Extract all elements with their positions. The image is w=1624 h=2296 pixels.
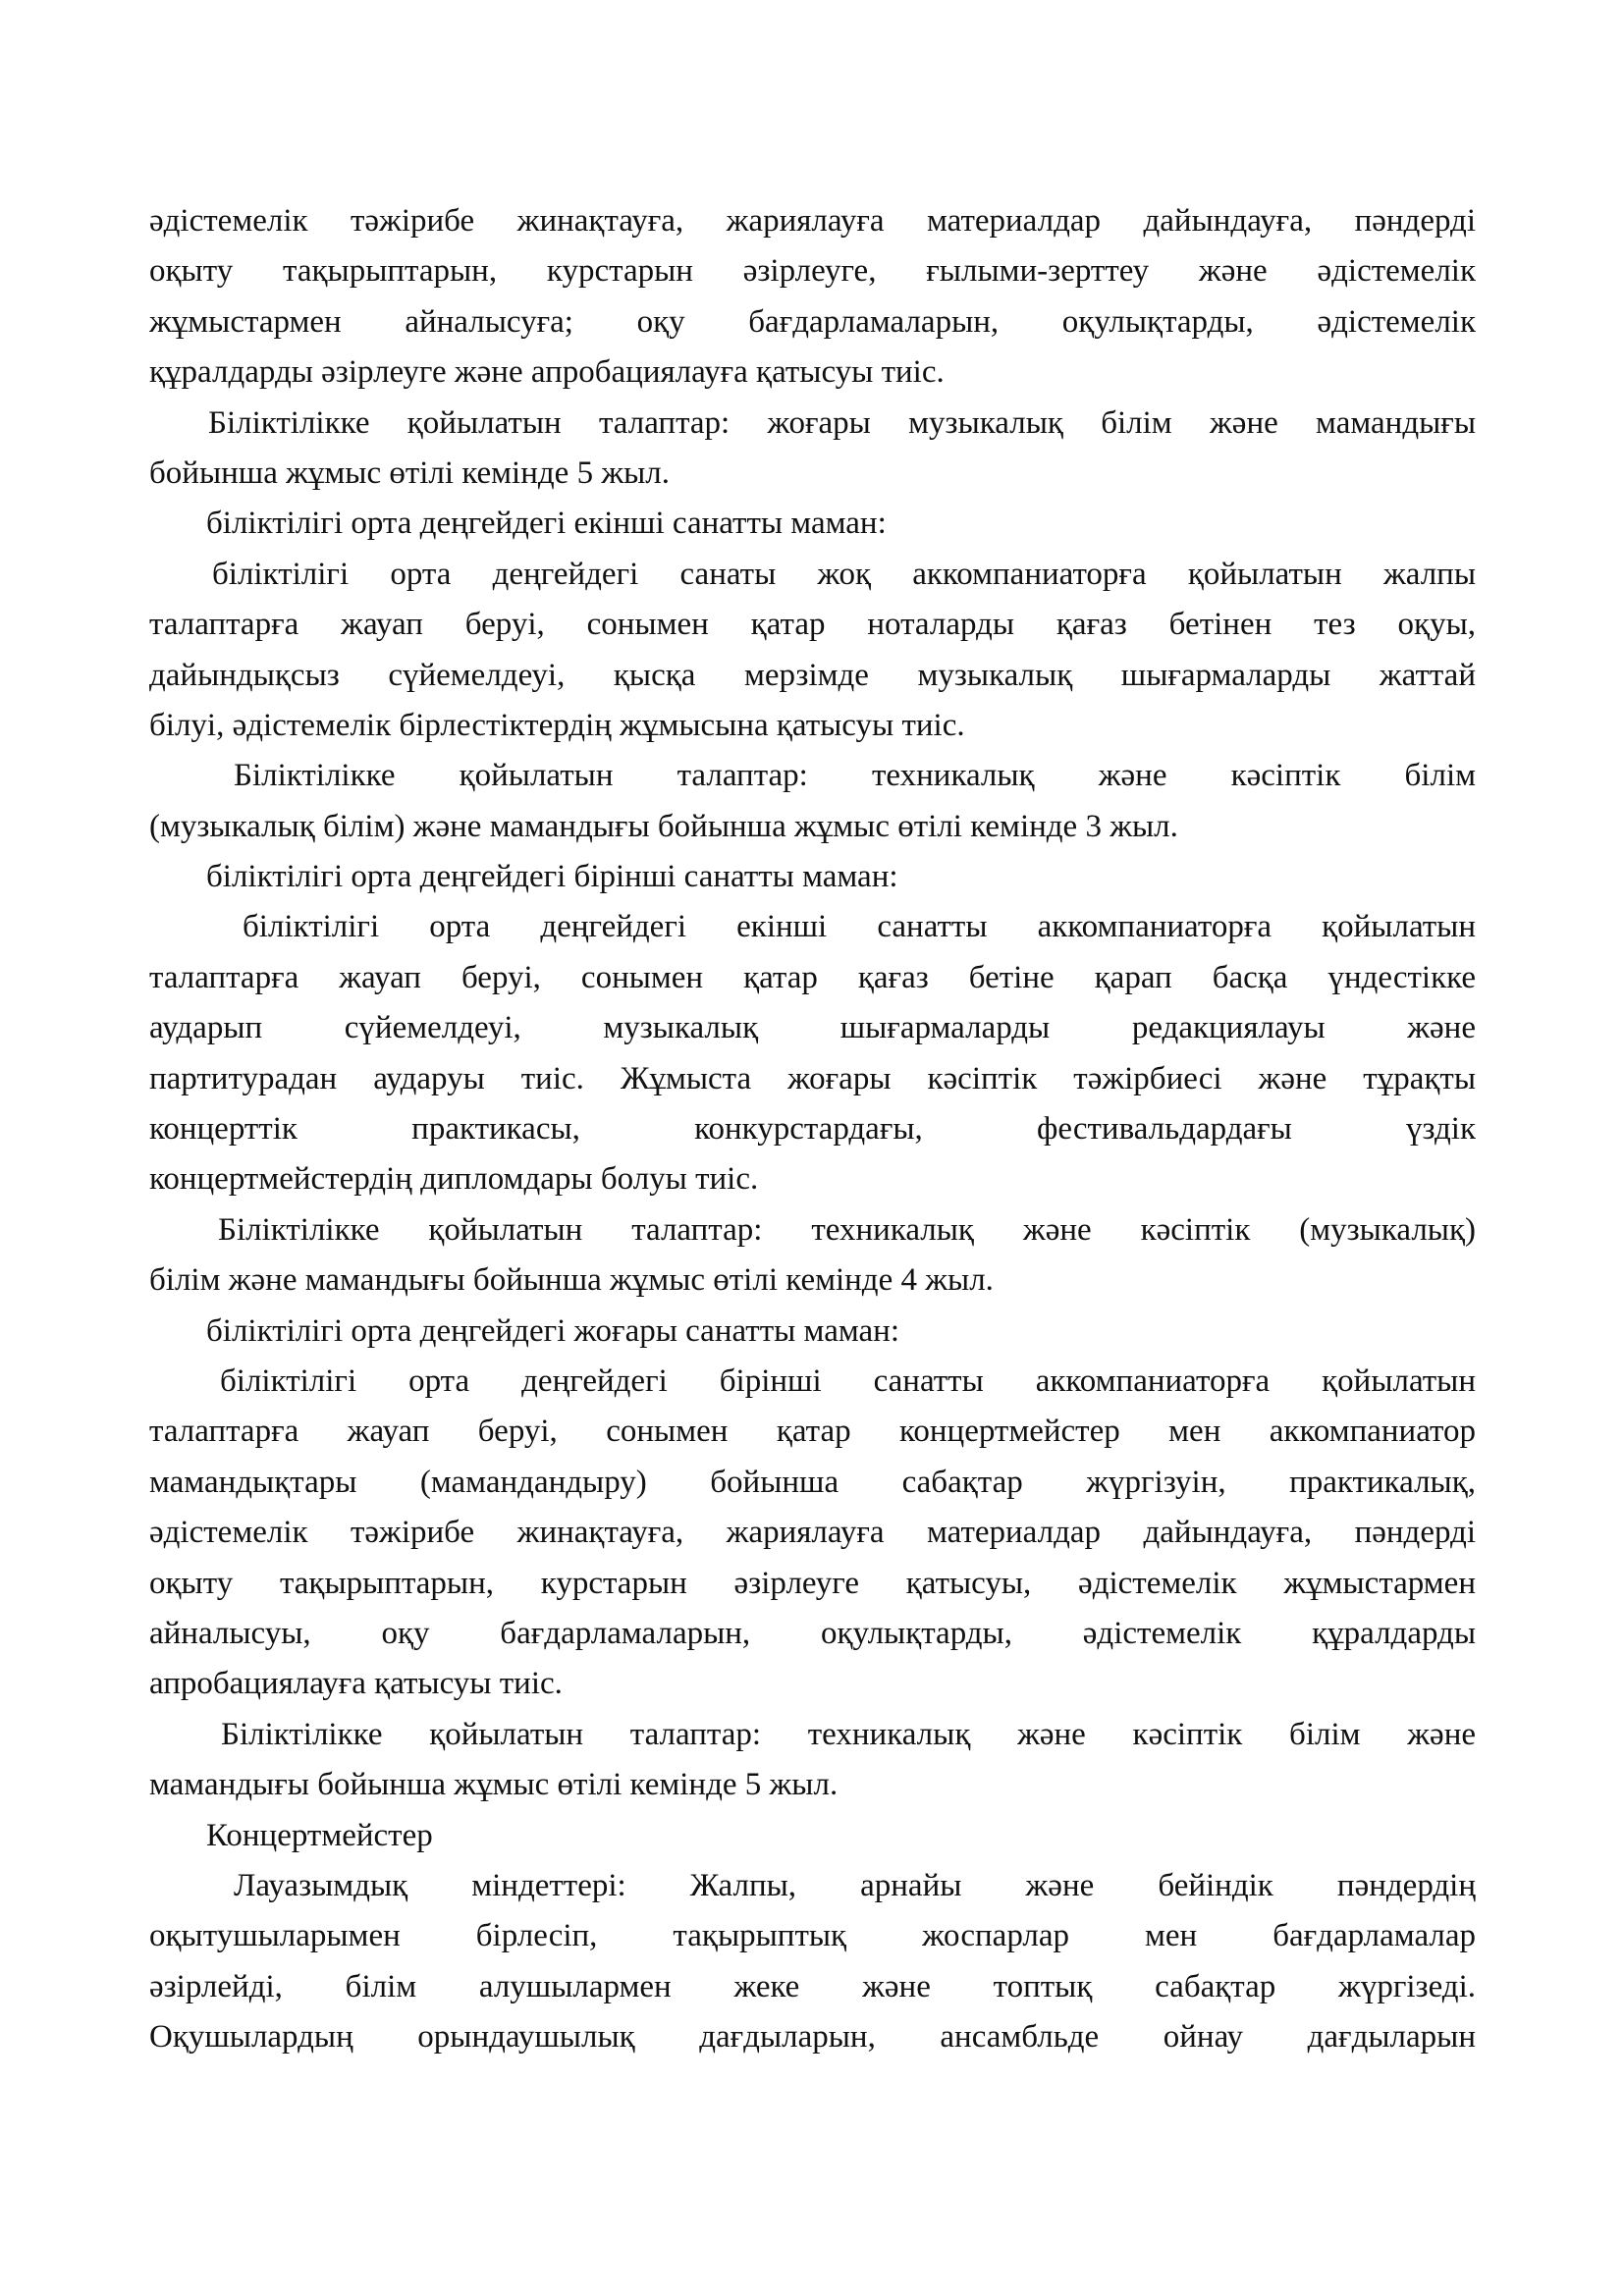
text-line: партитурадан аударуы тиіс. Жұмыста жоғары кәсіптік тәжірбиесі және тұрақты (149, 1060, 1476, 1096)
category-heading: біліктілігі орта деңгейдегі екінші санатты маман: (206, 506, 887, 542)
text-line: мамандықтары (мамандандыру) бойынша сабақтар жүргізуін, практикалық, (149, 1464, 1476, 1500)
text-line: Біліктілікке қойылатын талаптар: техникалық және кәсіптік білім және (221, 1716, 1476, 1752)
text-line: әзірлейді, білім алушылармен жеке және топтық сабақтар жүргізеді. (149, 1968, 1476, 2004)
text-line: оқыту тақырыптарын, курстарын әзірлеуге, ғылыми-зерттеу және әдістемелік (149, 253, 1476, 290)
text-line: талаптарға жауап беруі, сонымен қатар ноталарды қағаз бетінен тез оқуы, (149, 607, 1476, 643)
text-line: талаптарға жауап беруі, сонымен қатар концертмейстер мен аккомпаниатор (149, 1414, 1476, 1450)
category-heading: біліктілігі орта деңгейдегі жоғары санатты маман: (206, 1312, 899, 1349)
text-line: Лауазымдық міндеттері: Жалпы, арнайы және бейіндік пәндердің (234, 1867, 1476, 1903)
text-line: біліктілігі орта деңгейдегі бірінші санатты аккомпаниаторға қойылатын (220, 1362, 1476, 1399)
text-line: құралдарды әзірлеуге және апробациялауға қатысуы тиіс. (149, 354, 945, 391)
body-text (149, 196, 1476, 2062)
text-line: оқыту тақырыптарын, курстарын әзірлеуге қатысуы, әдістемелік жұмыстармен (149, 1565, 1476, 1601)
text-line: апробациялауға қатысуы тиіс. (149, 1666, 563, 1702)
text-line: әдістемелік тәжірибе жинақтауға, жариялауға материалдар дайындауға, пәндерді (149, 203, 1476, 239)
text-line: Біліктілікке қойылатын талаптар: техникалық және кәсіптік (музыкалық) (218, 1211, 1476, 1248)
text-line: бойынша жұмыс өтілі кемінде 5 жыл. (149, 454, 671, 491)
text-line: біліктілігі орта деңгейдегі санаты жоқ аккомпаниаторға қойылатын жалпы (212, 556, 1476, 592)
text-line: оқытушыларымен бірлесіп, тақырыптық жоспарлар мен бағдарламалар (149, 1918, 1476, 1954)
text-line: мамандығы бойынша жұмыс өтілі кемінде 5 жыл. (149, 1767, 839, 1803)
section-heading: Концертмейстер (206, 1817, 433, 1853)
text-line: білім және мамандығы бойынша жұмыс өтілі кемінде 4 жыл. (149, 1262, 994, 1299)
category-heading: біліктілігі орта деңгейдегі бірінші санатты маман: (206, 859, 898, 895)
text-line: талаптарға жауап беруі, сонымен қатар қағаз бетіне қарап басқа үндестікке (149, 959, 1476, 995)
text-line: аударып сүйемелдеуі, музыкалық шығармаларды редакциялауы және (149, 1010, 1476, 1046)
text-line: (музыкалық білім) және мамандығы бойынша жұмыс өтілі кемінде 3 жыл. (149, 808, 1178, 844)
text-line: Оқушылардың орындаушылық дағдыларын, ансамбльде ойнау дағдыларын (149, 2019, 1476, 2056)
text-line: білуі, әдістемелік бірлестіктердің жұмысына қатысуы тиіс. (149, 707, 965, 743)
text-line: концерттік практикасы, конкурстардағы, фестивальдардағы үздік (149, 1111, 1476, 1148)
text-line: жұмыстармен айналысуға; оқу бағдарламаларын, оқулықтарды, әдістемелік (149, 303, 1476, 340)
text-line: концертмейстердің дипломдары болуы тиіс. (149, 1161, 759, 1198)
text-line: айналысуы, оқу бағдарламаларын, оқулықтарды, әдістемелік құралдарды (149, 1615, 1476, 1651)
text-line: біліктілігі орта деңгейдегі екінші санатты аккомпаниаторға қойылатын (243, 909, 1476, 945)
text-line: Біліктілікке қойылатын талаптар: жоғары музыкалық білім және мамандығы (208, 404, 1476, 441)
text-line: әдістемелік тәжірибе жинақтауға, жариялауға материалдар дайындауға, пәндерді (149, 1515, 1476, 1551)
text-line: Біліктілікке қойылатын талаптар: техникалық және кәсіптік білім (234, 758, 1476, 794)
text-line: дайындықсыз сүйемелдеуі, қысқа мерзімде музыкалық шығармаларды жаттай (149, 657, 1476, 693)
